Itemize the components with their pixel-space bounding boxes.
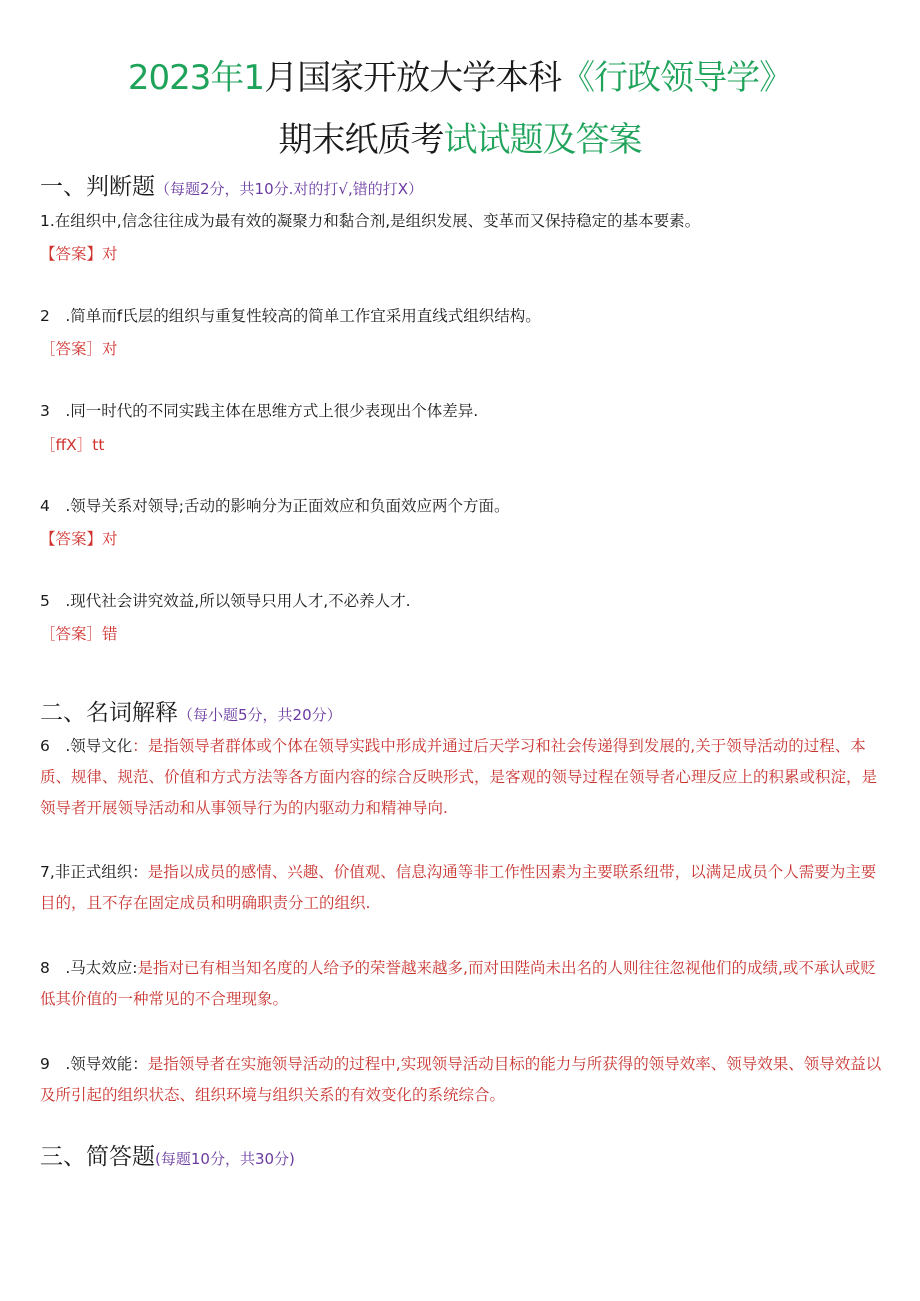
section-short-answer-heading <box>40 1142 295 1174</box>
answer-2: ［答案］对 <box>40 340 118 358</box>
answer-3: ［ffX］tt <box>40 436 105 454</box>
definition-item-9 <box>40 1049 885 1111</box>
section-heading-note: (每题10分，共30分) <box>155 1150 295 1168</box>
definition-item-7 <box>40 857 885 919</box>
section-definitions-heading <box>40 698 342 730</box>
answer-4: 【答案】对 <box>40 530 118 548</box>
title-university: 月国家开放大学本科 <box>264 58 562 98</box>
answer-1: 【答案】对 <box>40 245 118 263</box>
section-heading-note: （每小题5分，共20分） <box>178 706 342 724</box>
question-4: 4 .领导关系对领导;舌动的影响分为正面效应和负面效应两个方面。 <box>40 497 510 515</box>
section-heading-text: 二、名词解释 <box>40 700 178 726</box>
definition-body: 是指对已有相当知名度的人给予的荣誉越来越多,而对田陛尚未出名的人则往往忽视他们的成绩,或不承认或贬低其价值的一种常见的不合理现象。 <box>40 959 876 1008</box>
definition-term: 7,非正式组织： <box>40 863 148 881</box>
question-1: 1.在组织中,信念往往成为最有效的凝聚力和黏合剂,是组织发展、变革而又保持稳定的基本要素。 <box>40 212 701 230</box>
section-heading-text: 三、简答题 <box>40 1144 155 1170</box>
title-exam-answers: 试试题及答案 <box>443 120 642 160</box>
section-heading-note: （每题2分，共10分.对的打√,错的打X） <box>155 180 424 198</box>
title-course: 《行政领导学》 <box>561 58 793 98</box>
question-2: 2 .简单而f氏层的组织与重复性较高的简单工作宜采用直线式组织结构。 <box>40 307 541 325</box>
section-heading-text: 一、判断题 <box>40 174 155 200</box>
title-year: 2023年1 <box>127 58 265 98</box>
answer-5: ［答案］错 <box>40 625 118 643</box>
document-title-line2 <box>0 118 920 162</box>
definition-body: 是指以成员的感情、兴趣、价值观、信息沟通等非工作性因素为主要联系纽带，以满足成员个人需要为主要目的，且不存在固定成员和明确职责分工的组织. <box>40 863 877 912</box>
definition-term: 9 .领导效能： <box>40 1055 148 1073</box>
document-title-line1 <box>0 56 920 100</box>
title-exam-type: 期末纸质考 <box>278 120 444 160</box>
question-5: 5 .现代社会讲究效益,所以领导只用人才,不必养人才. <box>40 592 411 610</box>
definition-body: ：是指领导者群体或个体在领导实践中形成并通过后天学习和社会传递得到发展的,关于领导活动的过程、本质、规律、规范、价值和方式方法等各方面内容的综合反映形式，是客观的领导过程在领导者心理反应上的积累或积淀，是领导者开展领导活动和从事领导行为的内驱动力和精神导向. <box>40 737 878 817</box>
section-true-false-heading <box>40 172 423 204</box>
definition-term: 6 .领导文化 <box>40 737 133 755</box>
definition-item-6 <box>40 731 885 824</box>
definition-term: 8 .马太效应: <box>40 959 138 977</box>
question-3: 3 .同一时代的不同实践主体在思维方式上很少表现出个体差异. <box>40 402 479 420</box>
definition-body: 是指领导者在实施领导活动的过程中,实现领导活动目标的能力与所获得的领导效率、领导效果、领导效益以及所引起的组织状态、组织环境与组织关系的有效变化的系统综合。 <box>40 1055 882 1104</box>
definition-item-8 <box>40 953 885 1015</box>
